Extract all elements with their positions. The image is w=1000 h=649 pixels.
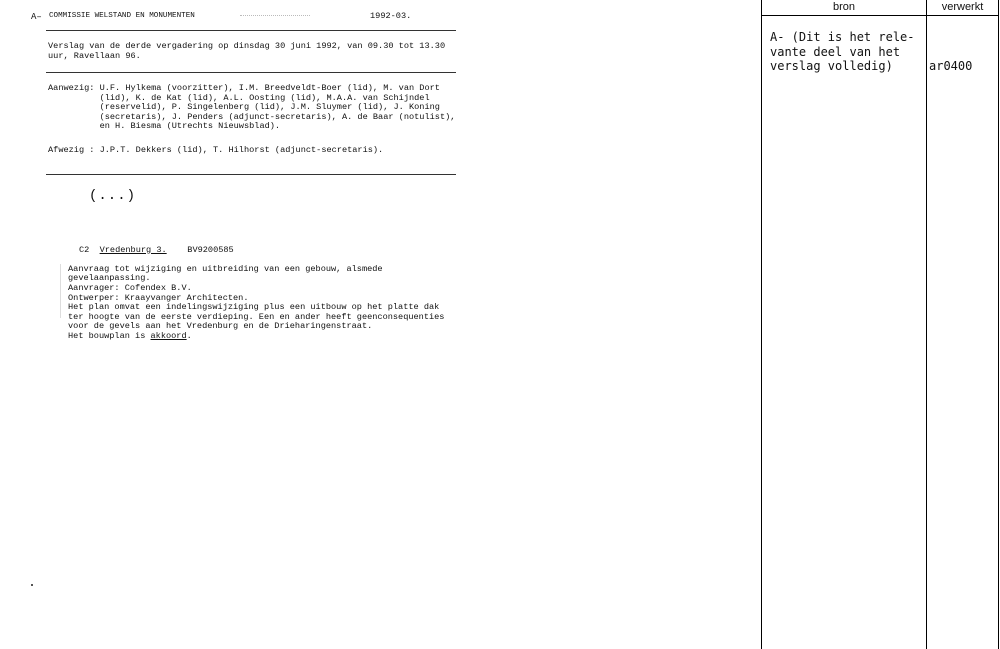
present-line: (lid), K. de Kat (lid), A.L. Oosting (lid), M.A.A. van Schijndel <box>48 92 430 103</box>
present-line: Aanwezig: U.F. Hylkema (voorzitter), I.M. Breedveldt-Boer (lid), M. van Dort <box>48 83 440 93</box>
column-header-verwerkt: verwerkt <box>941 1 984 13</box>
header-rule <box>46 30 456 31</box>
header-date: 1992-03. <box>370 11 412 21</box>
sidebar-header-rule <box>761 15 999 16</box>
intro-line: uur, Ravellaan 96. <box>48 50 141 61</box>
column-header-bron: bron <box>832 1 856 13</box>
bron-note-line: vante deel van het <box>770 44 901 59</box>
header-title: COMMISSIE WELSTAND EN MONUMENTEN <box>49 12 195 20</box>
present-line: en H. Biesma (Utrechts Nieuwsblad). <box>48 121 281 132</box>
scan-margin-mark <box>60 264 61 318</box>
intro-rule <box>46 72 456 73</box>
present-line: (secretaris), J. Penders (adjunct-secretaris), A. de Baar (notulist), <box>48 111 456 122</box>
absent-line: Afwezig : J.P.T. Dekkers (lid), T. Hilhorst (adjunct-secretaris). <box>48 145 384 155</box>
scan-speckle <box>240 15 310 16</box>
omission-ellipsis: (...) <box>89 188 137 204</box>
verwerkt-code: ar0400 <box>929 59 973 73</box>
bron-note-line: verslag volledig) <box>770 59 893 73</box>
item-line: voor de gevels aan het Vredenburg en de Drieharingenstraat. <box>68 321 373 332</box>
sidebar-column-divider <box>926 0 927 649</box>
item-line: ter hoogte van de eerste verdieping. Een en ander heeft geenconsequenties <box>68 311 445 322</box>
sidebar-right-border <box>998 0 999 649</box>
corner-letter: A– <box>31 12 42 22</box>
item-verdict-line: Het bouwplan is akkoord. <box>68 330 192 341</box>
item-reference: BV9200585 <box>187 244 234 255</box>
item-address: Vredenburg 3. <box>99 244 167 255</box>
present-block <box>48 84 455 132</box>
item-line: Het plan omvat een indelingswijziging plus een uitbouw op het platte dak <box>68 302 440 313</box>
scan-dot <box>31 584 33 586</box>
intro-line: Verslag van de derde vergadering op dinsdag 30 juni 1992, van 09.30 tot 13.30 <box>48 41 446 51</box>
item-verdict: akkoord <box>150 330 187 341</box>
item-line: Aanvrager: Cofendex B.V. <box>68 282 192 293</box>
item-line: Ontwerper: Kraayvanger Architecten. <box>68 292 249 303</box>
item-code: C2 <box>78 244 90 255</box>
present-line: (reservelid), P. Singelenberg (lid), J.M. Sluymer (lid), J. Koning <box>48 102 440 113</box>
bron-note-line: A- (Dit is het rele- <box>770 30 915 44</box>
agenda-item <box>48 236 444 342</box>
sidebar-left-border <box>761 0 762 649</box>
bron-note <box>770 30 915 74</box>
item-line: gevelaanpassing. <box>68 273 151 284</box>
absent-rule <box>46 174 456 175</box>
intro-block <box>48 42 445 61</box>
item-line: Aanvraag tot wijziging en uitbreiding van een gebouw, alsmede <box>68 263 383 274</box>
